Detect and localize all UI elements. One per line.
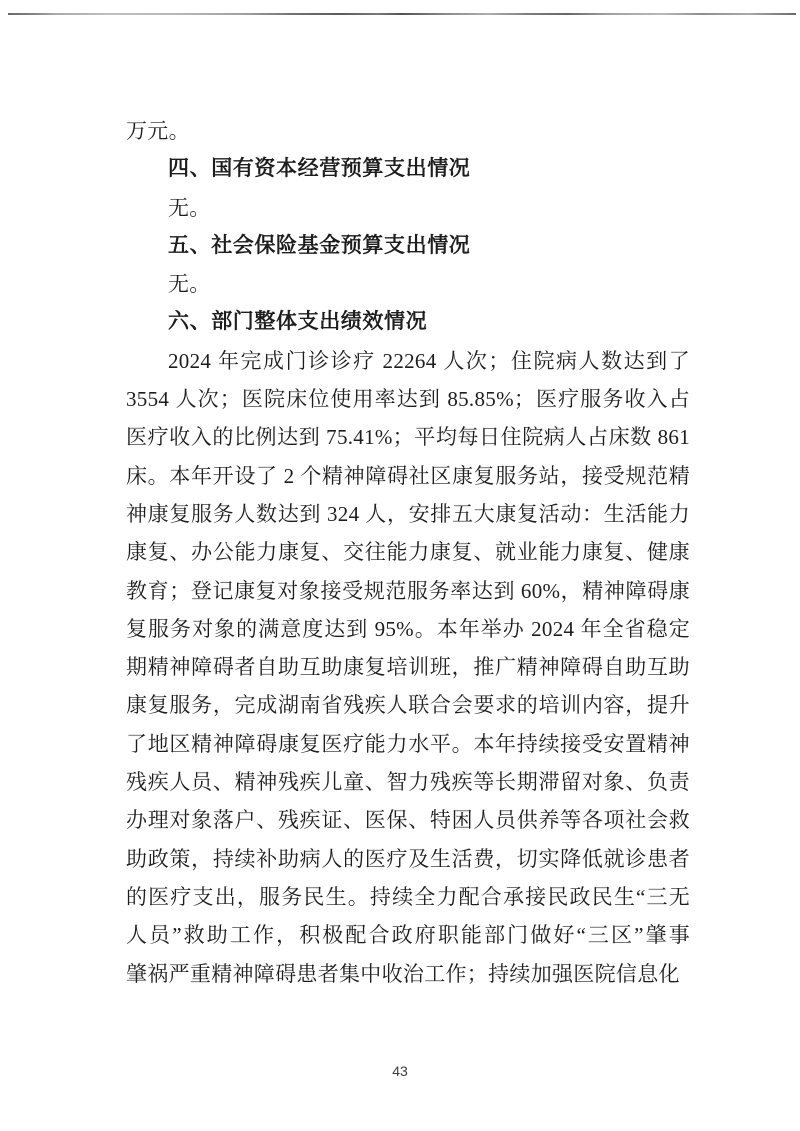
paragraph-line: 医疗收入的比例达到 75.41%；平均每日住院病人占床数 861 — [126, 425, 690, 450]
none-text: 无。 — [168, 195, 211, 220]
paragraph-line: 残疾人员、精神残疾儿童、智力残疾等长期滞留对象、负责 — [126, 770, 690, 795]
document-content — [126, 112, 690, 993]
paragraph-line: 床。本年开设了 2 个精神障碍社区康复服务站，接受规范精 — [126, 463, 690, 488]
section-heading-4: 四、国有资本经营预算支出情况 — [168, 157, 471, 181]
paragraph-line: 的医疗支出，服务民生。持续全力配合承接民政民生“三无 — [126, 884, 690, 909]
paragraph-continuation-line: 万元。 — [126, 119, 190, 143]
paragraph-line: 康复服务，完成湖南省残疾人联合会要求的培训内容，提升 — [126, 693, 690, 718]
paragraph-line: 3554 人次；医院床位使用率达到 85.85%；医疗服务收入占 — [126, 387, 690, 412]
none-text: 无。 — [168, 272, 211, 297]
paragraph-line: 复服务对象的满意度达到 95%。本年举办 2024 年全省稳定 — [126, 616, 690, 641]
paragraph-line: 人员”救助工作，积极配合政府职能部门做好“三区”肇事 — [126, 923, 690, 948]
page-number: 43 — [392, 1063, 408, 1079]
paragraph-line: 期精神障碍者自助互助康复培训班，推广精神障碍自助互助 — [126, 655, 690, 680]
paragraph-line: 教育；登记康复对象接受规范服务率达到 60%，精神障碍康 — [126, 578, 690, 603]
paragraph-line: 办理对象落户、残疾证、医保、特困人员供养等各项社会救 — [126, 808, 690, 833]
section-heading-5: 五、社会保险基金预算支出情况 — [168, 233, 471, 257]
paragraph-line: 神康复服务人数达到 324 人，安排五大康复活动：生活能力 — [126, 501, 690, 526]
paragraph-line: 2024 年完成门诊诊疗 22264 人次；住院病人数达到了 — [168, 348, 690, 373]
paragraph-line: 助政策，持续补助病人的医疗及生活费，切实降低就诊患者 — [126, 846, 690, 871]
paragraph-line: 肇祸严重精神障碍患者集中收治工作；持续加强医院信息化 — [126, 961, 680, 986]
scan-artifact-line — [8, 13, 796, 15]
paragraph-line: 康复、办公能力康复、交往能力康复、就业能力康复、健康 — [126, 540, 690, 565]
paragraph-line: 了地区精神障碍康复医疗能力水平。本年持续接受安置精神 — [126, 731, 690, 756]
section-heading-6: 六、部门整体支出绩效情况 — [168, 310, 428, 334]
